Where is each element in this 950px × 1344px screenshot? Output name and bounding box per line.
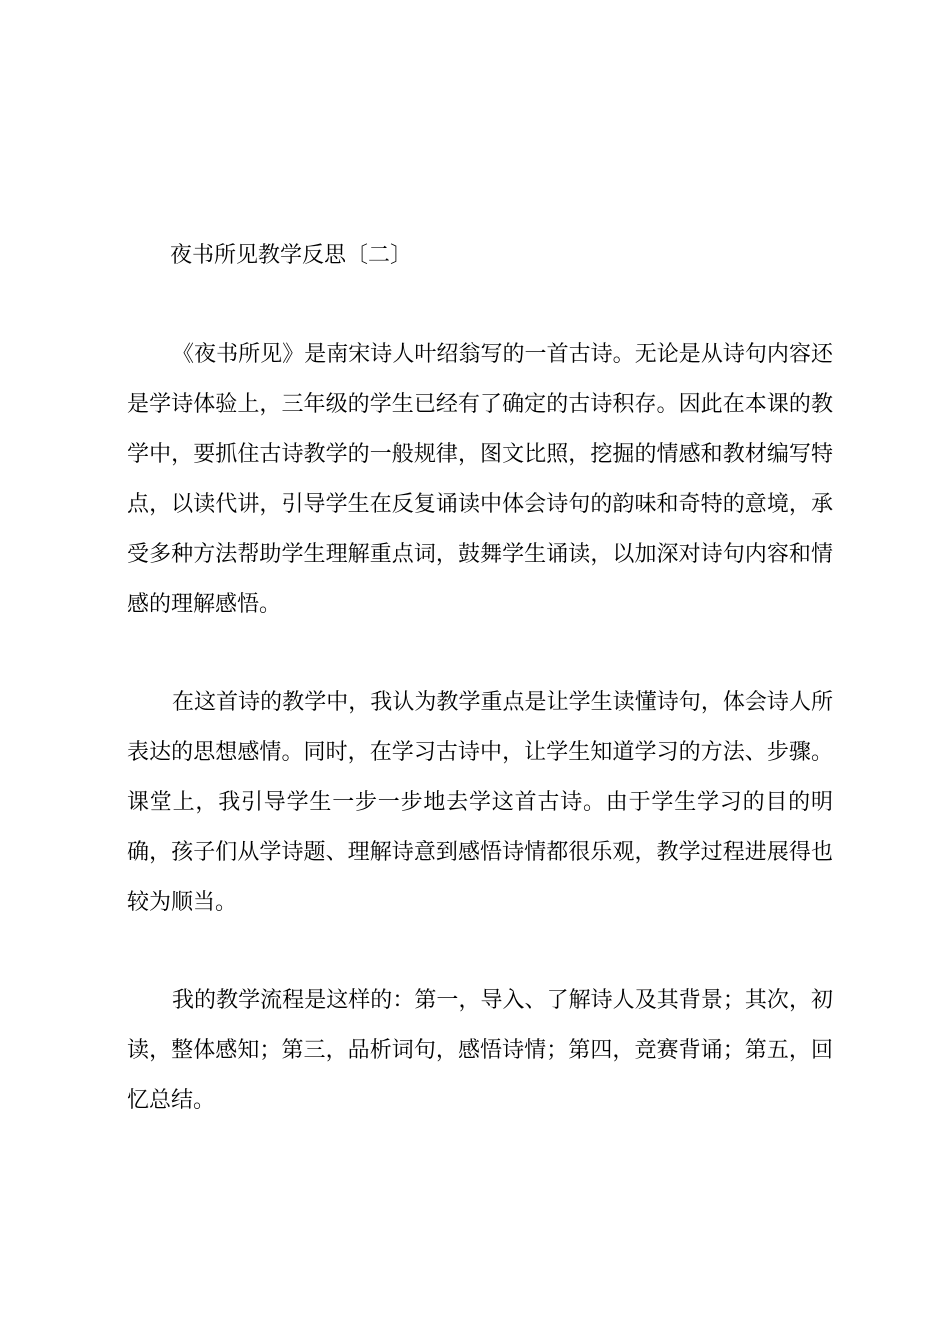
- paragraph-1: 《夜书所见》是南宋诗人叶绍翁写的一首古诗。无论是从诗句内容还是学诗体验上，三年级的学生已经有了确定的古诗积存。因此在本课的教学中，要抓住古诗教学的一般规律，图文比照，挖掘的情感和教材编写特点，以读代讲，引导学生在反复诵读中体会诗句的韵味和奇特的意境，承受多种方法帮助学生理解重点词，鼓舞学生诵读，以加深对诗句内容和情感的理解感悟。: [127, 342, 833, 617]
- paragraph-2: 在这首诗的教学中，我认为教学重点是让学生读懂诗句，体会诗人所表达的思想感情。同时，在学习古诗中，让学生知道学习的方法、步骤。课堂上，我引导学生一步一步地去学这首古诗。由于学生学习的目的明确，孩子们从学诗题、理解诗意到感悟诗情都很乐观，教学过程进展得也较为顺当。: [127, 690, 833, 915]
- document-title: 夜书所见教学反思〔二〕: [170, 243, 413, 268]
- paragraph-3: 我的教学流程是这样的：第一，导入、了解诗人及其背景；其次，初读，整体感知；第三，品析词句，感悟诗情；第四，竞赛背诵；第五，回忆总结。: [127, 988, 833, 1113]
